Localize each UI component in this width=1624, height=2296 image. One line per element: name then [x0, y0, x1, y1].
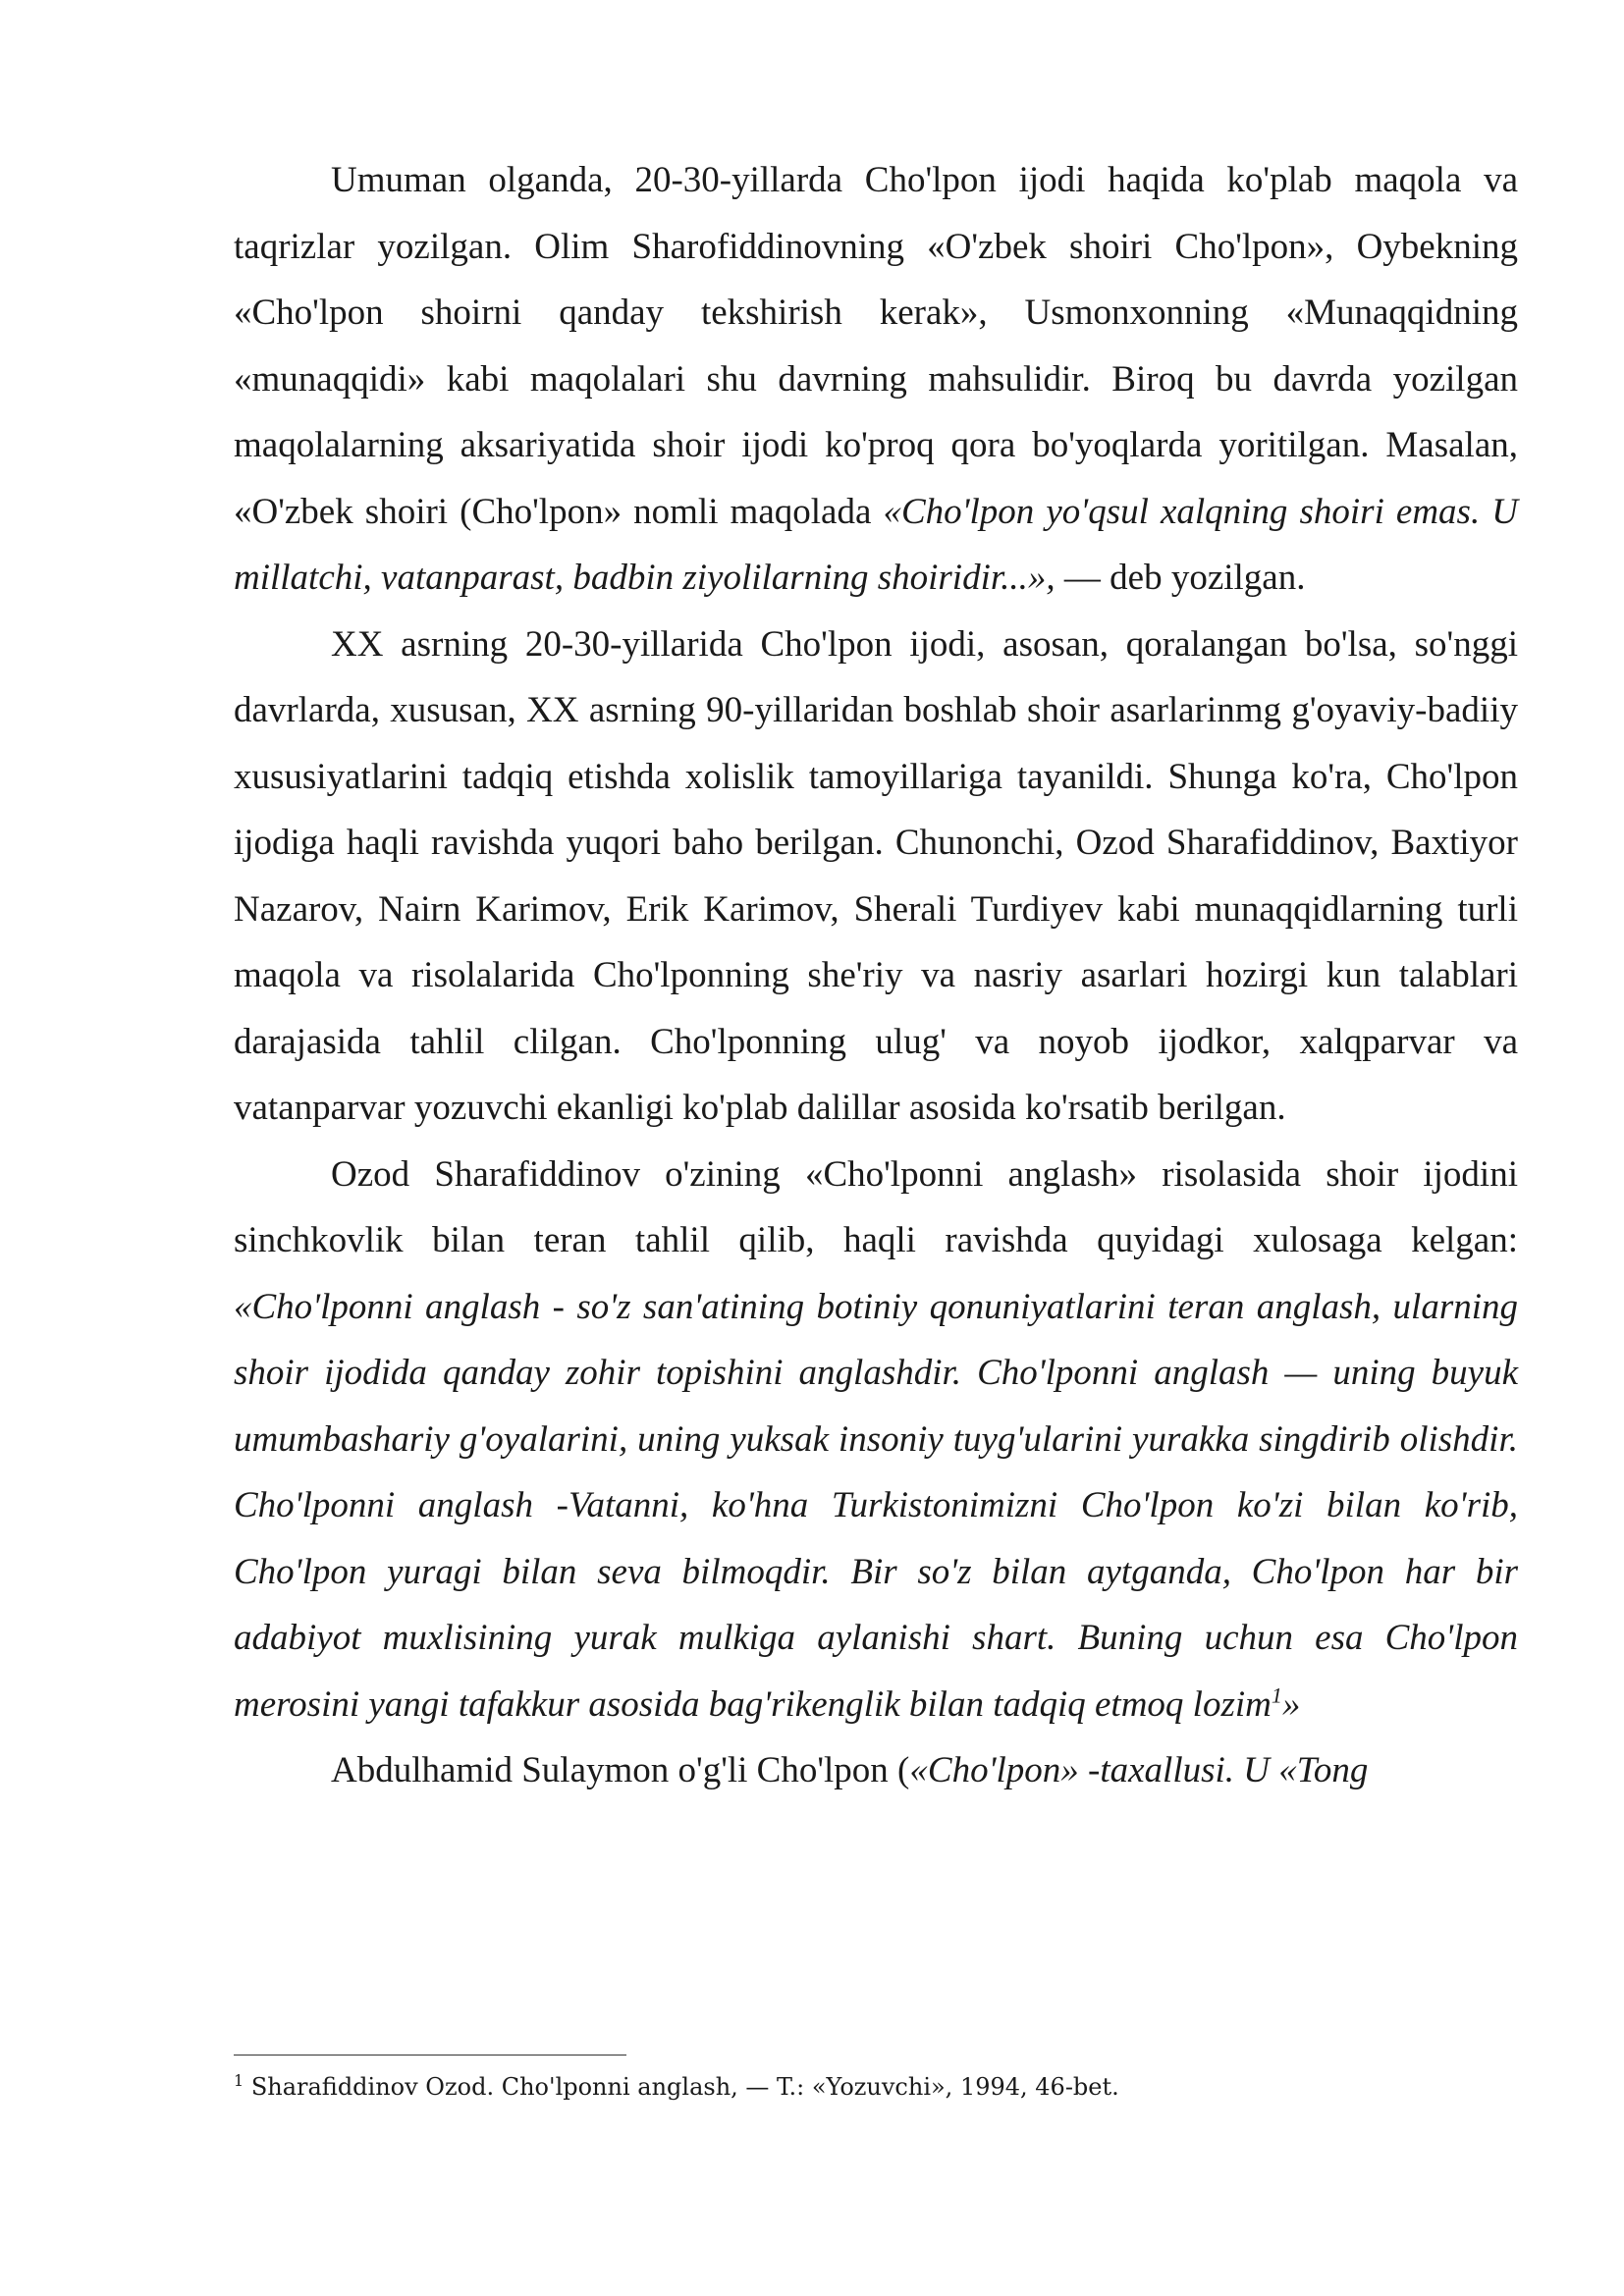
paragraph-1-text-end: — deb yozilgan.: [1055, 558, 1306, 598]
page-body: [234, 147, 1518, 1804]
footnote: [234, 2071, 1518, 2103]
footnote-number: 1: [234, 2071, 244, 2090]
footnote-reference[interactable]: 1: [1271, 1682, 1282, 1708]
paragraph-3-quote: «Cho'lponni anglash - so'z san'atining botiniy qonuniyatlarini teran anglash, ularning shoir ijodida qanday zohir topishini anglashdir. Cho'lponni anglash — uning buyuk umumbashariy g'oyalarini, uning yuksak insoniy tuyg'ularini yurakka singdirib olishdir. Cho'lponni anglash -Vatanni, ko'hna Turkistonimizni Cho'lpon ko'zi bilan ko'rib, Cho'lpon yuragi bilan seva bilmoqdir. Bir so'z bilan aytganda, Cho'lpon har bir adabiyot muxlisining yurak mulkiga aylanishi shart. Buning uchun esa Cho'lpon merosini yangi tafakkur asosida bag'rikenglik bilan tadqiq etmoq lozim: [234, 1286, 1518, 1725]
paragraph-3-quote-end: »: [1281, 1683, 1301, 1725]
paragraph-2: XX asrning 20-30-yillarida Cho'lpon ijodi, asosan, qoralangan bo'lsa, so'nggi davrlarda, xususan, XX asrning 90-yillaridan boshlab shoir asarlarinmg g'oyaviy-badiiy xususiyatlarini tadqiq etishda xolislik tamoyillariga tayanildi. Shunga ko'ra, Cho'lpon ijodiga haqli ravishda yuqori baho berilgan. Chunonchi, Ozod Sharafiddinov, Baxtiyor Nazarov, Nairn Karimov, Erik Karimov, Sherali Turdiyev kabi munaqqidlarning turli maqola va risolalarida Cho'lponning she'riy va nasriy asarlari hozirgi kun talablari darajasida tahlil clilgan. Cho'lponning ulug' va noyob ijodkor, xalqparvar va vatanparvar yozuvchi ekanligi ko'plab dalillar asosida ko'rsatib berilgan.: [234, 623, 1518, 1128]
paragraph-1-quote: «Cho'lpon yo'qsul xalqning shoiri emas. U millatchi, vatanparast, badbin ziyolilarning shoiridir...»,: [234, 491, 1518, 598]
footnote-separator: [234, 2055, 626, 2056]
paragraph-4-quote: «Cho'lpon» -taxallusi. U «Tong: [909, 1750, 1369, 1790]
paragraph-3-text: Ozod Sharafiddinov o'zining «Cho'lponni anglash» risolasida shoir ijodini sinchkovlik bilan teran tahlil qilib, haqli ravishda quyidagi xulosaga kelgan:: [234, 1153, 1518, 1260]
paragraph-1-text: Umuman olganda, 20-30-yillarda Cho'lpon ijodi haqida ko'plab maqola va taqrizlar yozilgan. Olim Sharofiddinovning «O'zbek shoiri Cho'lpon», Oybekning «Cho'lpon shoirni qanday tekshirish kerak», Usmonxonning «Munaqqidning «munaqqidi» kabi maqolalari shu davrning mahsulidir. Biroq bu davrda yozilgan maqolalarning aksariyatida shoir ijodi ko'proq qora bo'yoqlarda yoritilgan. Masalan, «O'zbek shoiri (Cho'lpon» nomli maqolada: [234, 160, 1518, 532]
footnote-text: Sharafiddinov Ozod. Cho'lponni anglash, — T.: «Yozuvchi», 1994, 46-bet.: [244, 2073, 1119, 2101]
paragraph-1: [234, 147, 1518, 612]
paragraph-4-text: Abdulhamid Sulaymon o'g'li Cho'lpon (: [331, 1750, 910, 1790]
paragraph-4: [234, 1737, 1518, 1804]
paragraph-3: [234, 1142, 1518, 1738]
